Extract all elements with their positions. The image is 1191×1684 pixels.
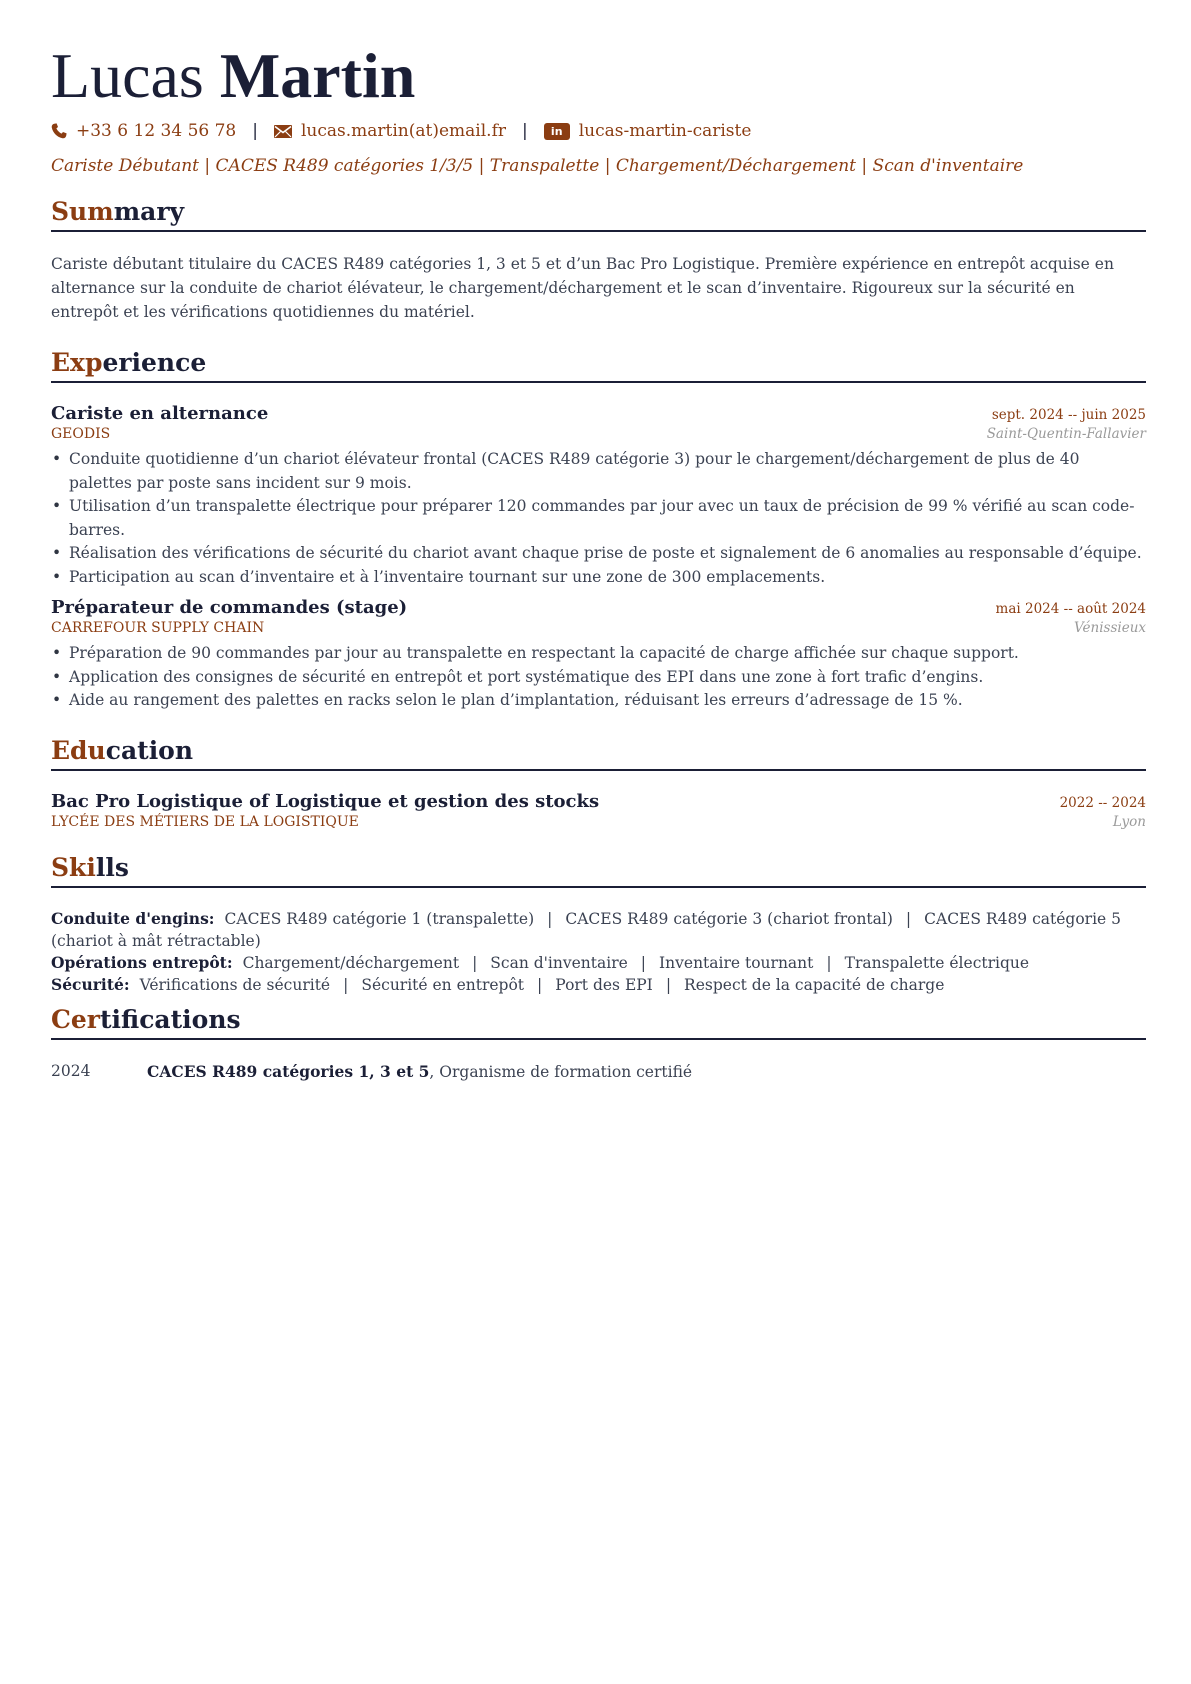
degree-dates: 2022 -- 2024	[1059, 794, 1146, 811]
section-title-rest: mary	[113, 197, 185, 226]
contact-bar	[51, 118, 1146, 144]
employer: GEODIS	[51, 426, 111, 442]
last-name: Martin	[219, 40, 416, 111]
school-name: LYCÉE DES MÉTIERS DE LA LOGISTIQUE	[51, 813, 359, 830]
skill-separator: |	[472, 953, 478, 972]
school-location: Lyon	[1112, 813, 1146, 830]
summary-text: Cariste débutant titulaire du CACES R489 catégories 1, 3 et 5 et d’un Bac Pro Logistique. Première expérience en entrepôt acquise en alternance sur la conduite de chariot élévateur, le chargement/déchargement et le scan d’inventaire. Rigoureux sur la sécurité en entrepôt et les vérifications quotidiennes du matériel.	[51, 255, 1114, 321]
skill-item: Port des EPI	[555, 975, 653, 994]
contact-separator: |	[522, 121, 528, 141]
bullet-item: • Aide au rangement des palettes en racks selon le plan d’implantation, réduisant les erreurs d’adressage de 15 %.	[51, 689, 1146, 713]
skill-item: Respect de la capacité de charge	[684, 975, 945, 994]
section-title-experience	[51, 347, 1146, 383]
certification-issuer: , Organisme de formation certifié	[429, 1062, 693, 1081]
certification-entry	[51, 1062, 1146, 1081]
section-title-education	[51, 735, 1146, 771]
job-location: Saint-Quentin-Fallavier	[986, 426, 1146, 442]
bullet-item: • Réalisation des vérifications de sécurité du chariot avant chaque prise de poste et signalement de 6 anomalies au responsable d’équipe.	[51, 542, 1146, 566]
skill-separator: |	[343, 975, 349, 994]
skill-item: Chargement/déchargement	[242, 953, 460, 972]
job-bullets	[51, 448, 1146, 589]
skill-separator: |	[547, 909, 553, 928]
skill-category: Sécurité:	[51, 974, 130, 994]
experience-entry	[51, 403, 1146, 589]
linkedin-contact[interactable]	[544, 121, 752, 141]
bullet-item: • Application des consignes de sécurité en entrepôt et port systématique des EPI dans une zone à fort trafic d’engins.	[51, 666, 1146, 690]
job-bullets	[51, 642, 1146, 713]
skill-item: Scan d'inventaire	[490, 953, 628, 972]
bullet-item: • Participation au scan d’inventaire et à l’inventaire tournant sur une zone de 300 emplacements.	[51, 566, 1146, 590]
resume-page	[51, 40, 1146, 1081]
section-title-accent: Edu	[51, 735, 106, 765]
job-location: Vénissieux	[1074, 620, 1146, 636]
bullet-item: • Conduite quotidienne d’un chariot élévateur frontal (CACES R489 catégorie 3) pour le chargement/déchargement de plus de 40 palettes par poste sans incident sur 9 mois.	[51, 448, 1146, 495]
skill-separator: |	[537, 975, 543, 994]
phone-icon	[51, 123, 67, 139]
bullet-item: • Préparation de 90 commandes par jour au transpalette en respectant la capacité de charge affichée sur chaque support.	[51, 642, 1146, 666]
candidate-name	[51, 40, 1146, 112]
skill-category: Opérations entrepôt:	[51, 952, 233, 972]
first-name: Lucas	[51, 40, 204, 111]
section-title-accent: Sum	[51, 197, 114, 226]
skill-separator: |	[640, 953, 647, 972]
education-entry	[51, 791, 1146, 830]
linkedin-handle: lucas-martin-cariste	[578, 121, 752, 141]
section-title-skills	[51, 852, 1146, 888]
contact-separator: |	[252, 121, 258, 141]
skill-separator: |	[665, 975, 672, 994]
phone-number: +33 6 12 34 56 78	[76, 121, 237, 141]
certification-year: 2024	[51, 1061, 91, 1080]
job-dates: sept. 2024 -- juin 2025	[991, 407, 1146, 423]
section-title-rest: erience	[102, 348, 207, 377]
employer: CARREFOUR SUPPLY CHAIN	[51, 620, 265, 636]
skill-category: Conduite d'engins:	[51, 908, 215, 928]
skill-item: CACES R489 catégorie 5 (chariot à mât rétractable)	[51, 909, 1122, 950]
skill-row	[51, 908, 1146, 952]
tagline: Cariste Débutant | CACES R489 catégories 1/3/5 | Transpalette | Chargement/Déchargement | Scan d'inventaire	[51, 156, 1024, 176]
section-title-accent: Cer	[51, 1004, 100, 1034]
skills-list	[51, 908, 1146, 996]
email-contact[interactable]	[274, 121, 506, 141]
degree-title: Bac Pro Logistique of Logistique et gestion des stocks	[51, 790, 600, 812]
skill-separator: |	[905, 909, 912, 928]
skill-row	[51, 974, 1146, 996]
section-title-rest: lls	[95, 852, 129, 882]
experience-entry	[51, 597, 1146, 713]
job-title: Préparateur de commandes (stage)	[51, 597, 408, 618]
section-title-rest: cation	[105, 735, 194, 765]
bullet-item: • Utilisation d’un transpalette électrique pour préparer 120 commandes par jour avec un taux de précision de 99 % vérifié au scan code-barres.	[51, 495, 1146, 542]
linkedin-icon: in	[544, 123, 570, 140]
phone-contact[interactable]	[51, 121, 236, 141]
section-title-rest: tifications	[99, 1004, 241, 1034]
section-title-accent: Ski	[51, 852, 96, 882]
envelope-icon	[274, 125, 292, 138]
skill-item: Inventaire tournant	[659, 953, 814, 972]
section-title-certifications	[51, 1004, 1146, 1040]
certification-title: CACES R489 catégories 1, 3 et 5	[147, 1061, 430, 1081]
job-dates: mai 2024 -- août 2024	[995, 601, 1146, 617]
skill-item: Vérifications de sécurité	[139, 975, 331, 994]
section-title-accent: Exp	[51, 348, 103, 377]
skill-item: Sécurité en entrepôt	[361, 975, 525, 994]
email-address: lucas.martin(at)email.fr	[300, 121, 506, 141]
skill-item: CACES R489 catégorie 3 (chariot frontal)	[565, 909, 893, 928]
skill-separator: |	[826, 953, 832, 972]
skill-item: Transpalette électrique	[844, 953, 1030, 972]
skill-item: CACES R489 catégorie 1 (transpalette)	[224, 909, 535, 928]
section-title-summary	[51, 196, 1146, 232]
job-title: Cariste en alternance	[51, 403, 269, 424]
skill-row	[51, 952, 1146, 974]
